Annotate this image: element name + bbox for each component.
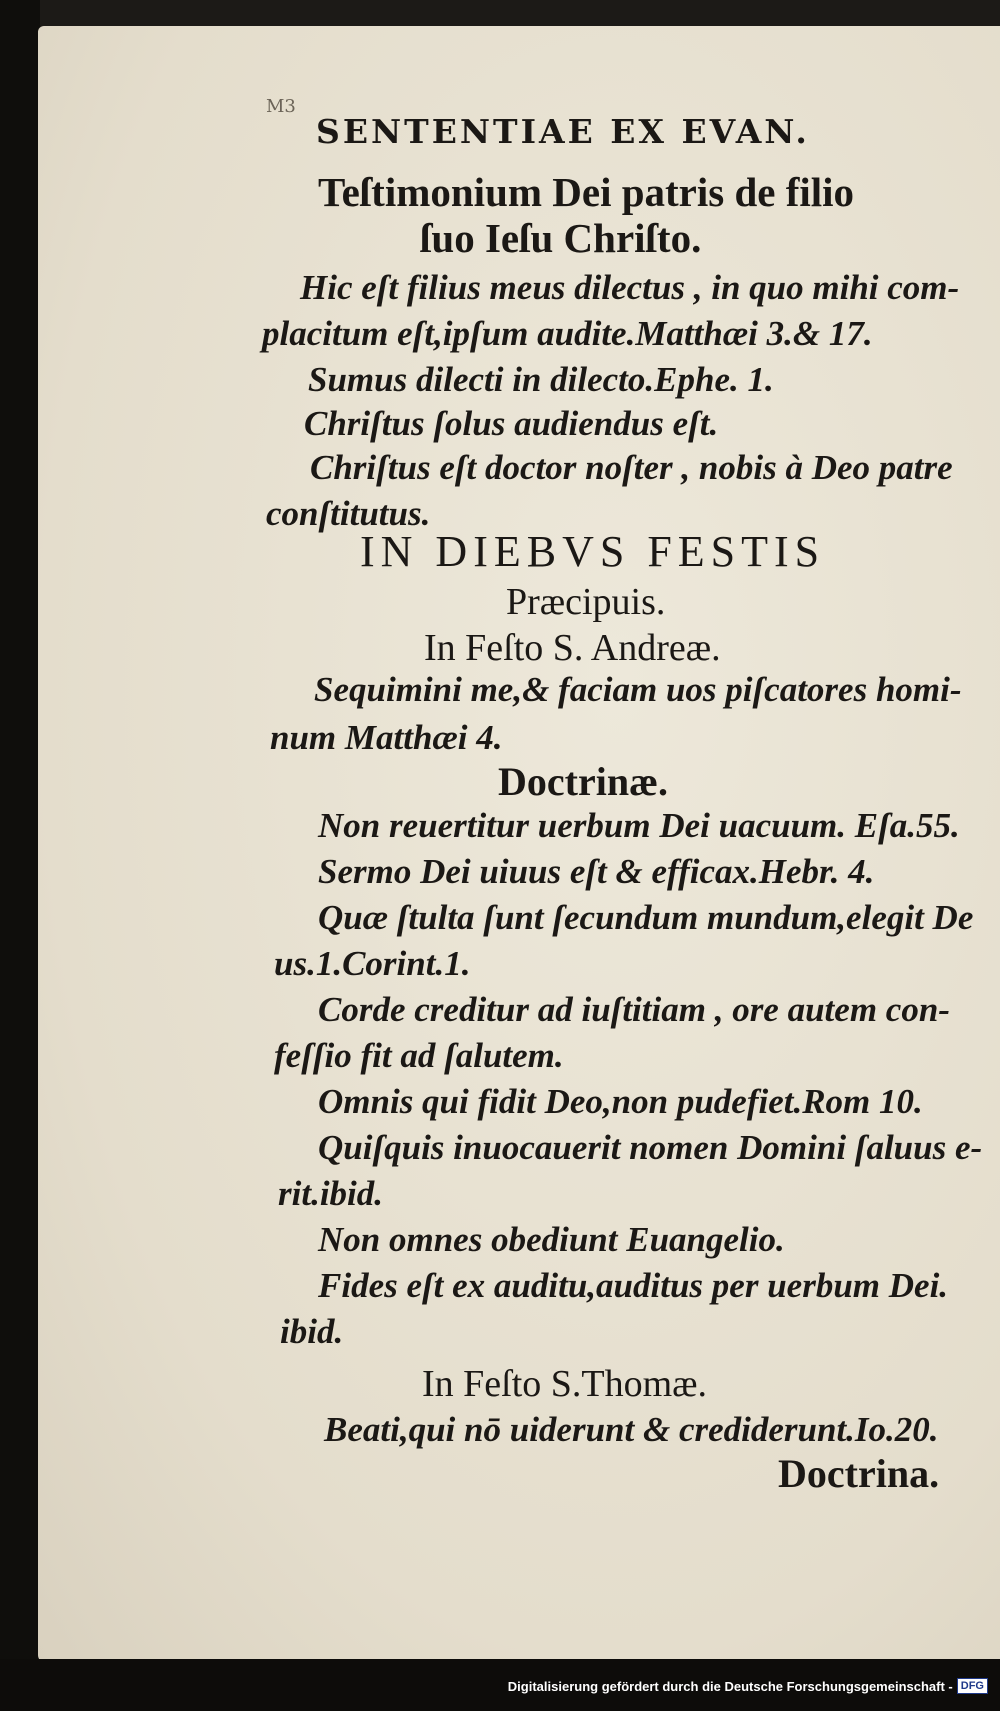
funding-credit [508, 1675, 988, 1697]
text-line: Sequimini me,& faciam uos piſcatores homi- [314, 670, 962, 709]
text-line: Quæ ſtulta ſunt ſecundum mundum,elegit De [318, 898, 974, 937]
feast-heading: In Feſto S.Thomæ. [422, 1363, 708, 1405]
text-line: placitum eſt,ipſum audite.Matthæi 3.& 17. [262, 314, 873, 353]
text-line: conſtitutus. [266, 494, 431, 533]
text-line: Sermo Dei uiuus eſt & efficax.Hebr. 4. [318, 852, 875, 891]
funding-credit-text: Digitalisierung gefördert durch die Deutsche Forschungsgemeinschaft - [507, 1678, 953, 1694]
text-line: Quiſquis inuocauerit nomen Domini ſaluus e- [318, 1128, 983, 1167]
text-line: ſuo Ieſu Chriſto. [420, 215, 702, 261]
scan-frame-left [0, 0, 40, 1711]
page-folio: M3 [266, 96, 296, 117]
text-line: feſſio fit ad ſalutem. [274, 1036, 564, 1075]
catchword: Doctrina. [778, 1451, 940, 1496]
text-line: us.1.Corint.1. [274, 944, 471, 983]
text-line: ibid. [280, 1312, 344, 1351]
text-line: rit.ibid. [278, 1174, 384, 1213]
running-header: SENTENTIAE EX EVAN. [316, 112, 810, 151]
text-line: num Matthæi 4. [270, 718, 503, 757]
section-subheading: Præcipuis. [506, 581, 666, 623]
section-heading: IN DIEBVS FESTIS [360, 527, 826, 576]
feast-heading: In Feſto S. Andreæ. [424, 627, 721, 669]
text-line: Beati,qui nō uiderunt & crediderunt.Io.20. [324, 1410, 939, 1449]
text-line: Fides eſt ex auditu,auditus per uerbum Dei. [318, 1266, 949, 1305]
text-line: Corde creditur ad iuſtitiam , ore autem con- [318, 990, 950, 1029]
dfg-logo: DFG [957, 1678, 988, 1694]
text-line: Omnis qui fidit Deo,non pudefiet.Rom 10. [318, 1082, 923, 1121]
text-line: Sumus dilecti in dilecto.Ephe. 1. [308, 360, 774, 399]
text-line: Non omnes obediunt Euangelio. [318, 1220, 785, 1259]
text-line: Chriſtus eſt doctor noſter , nobis à Deo patre [310, 448, 953, 487]
doctrine-heading: Doctrinæ. [498, 759, 668, 804]
text-line: Hic eſt filius meus dilectus , in quo mihi com- [300, 268, 960, 307]
text-line: Non reuertitur uerbum Dei uacuum. Eſa.55. [318, 806, 960, 845]
text-line: Chriſtus ſolus audiendus eſt. [304, 404, 719, 443]
text-line: Teſtimonium Dei patris de filio [318, 169, 855, 215]
